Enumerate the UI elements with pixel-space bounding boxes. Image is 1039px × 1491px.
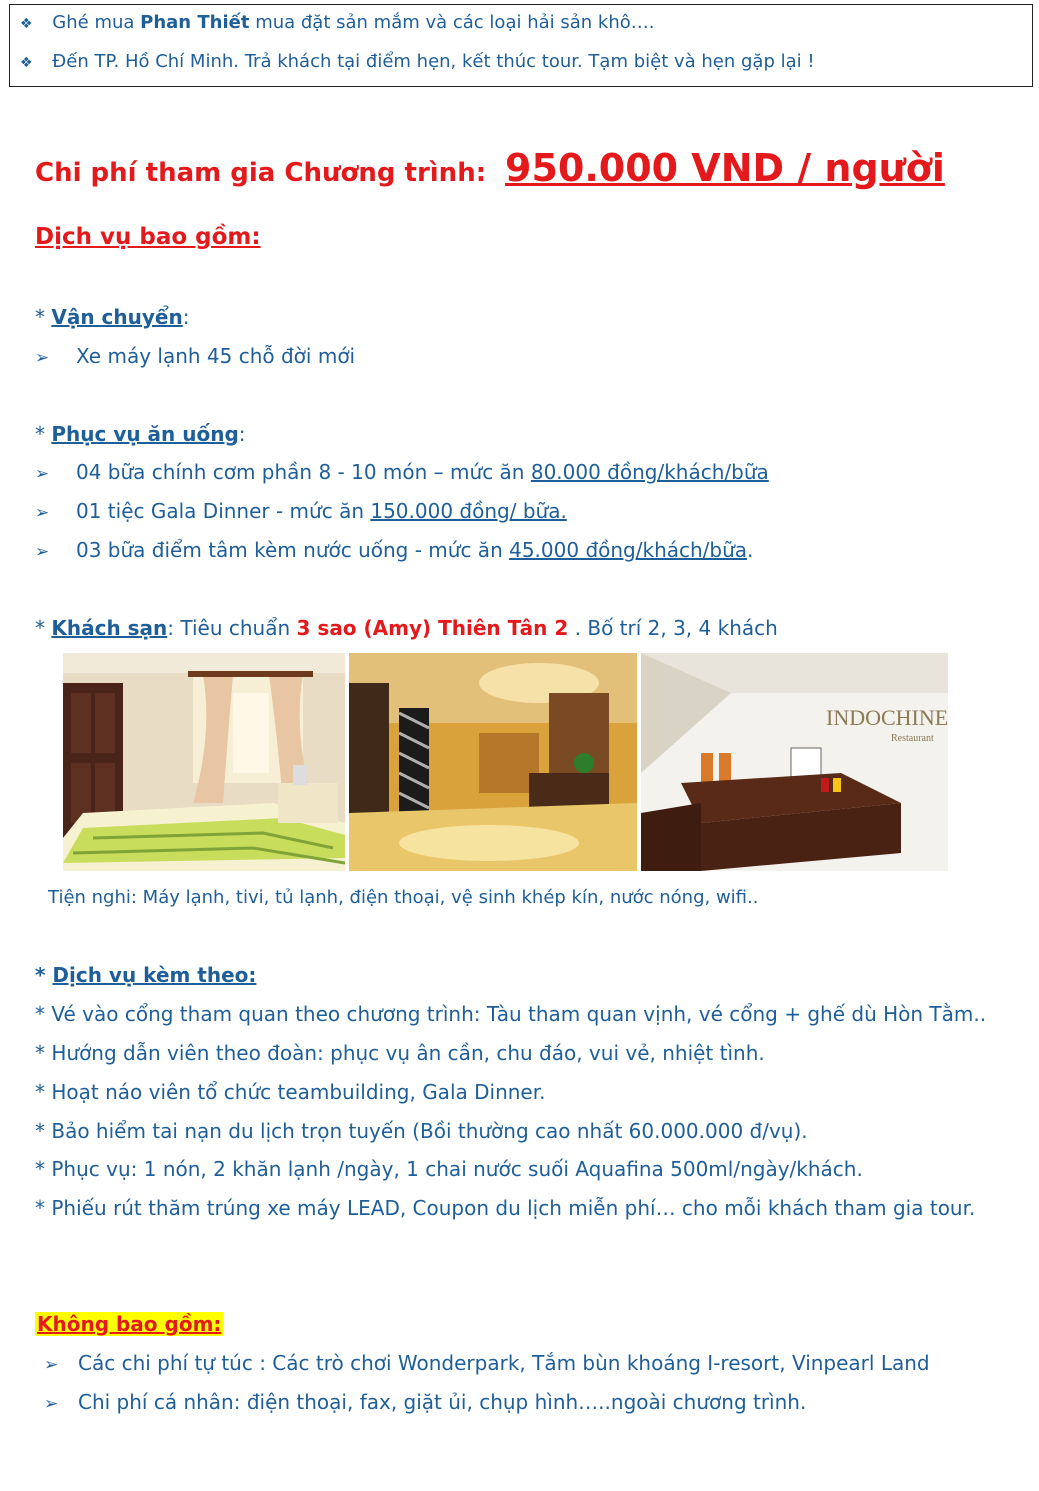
list-item: ➢ 03 bữa điểm tâm kèm nước uống - mức ăn 45.000 đồng/khách/bữa. (35, 538, 754, 562)
list-item: * Hoạt náo viên tổ chức teambuilding, Gala Dinner. (35, 1080, 546, 1104)
hotel-heading: * Khách sạn: Tiêu chuẩn 3 sao (Amy) Thiên Tân 2 . Bố trí 2, 3, 4 khách (35, 616, 778, 640)
arrow-bullet-icon: ➢ (35, 464, 50, 484)
arrow-bullet-icon: ➢ (44, 1394, 59, 1414)
diamond-bullet-icon: ❖ (20, 16, 33, 32)
list-item: ➢ Chi phí cá nhân: điện thoại, fax, giặt ủi, chụp hình…..ngoài chương trình. (44, 1390, 807, 1414)
list-item: * Hướng dẫn viên theo đoàn: phục vụ ân cần, chu đáo, vui vẻ, nhiệt tình. (35, 1041, 765, 1065)
meals-heading: * Phục vụ ăn uống: (35, 422, 246, 446)
arrow-bullet-icon: ➢ (35, 348, 50, 368)
arrow-bullet-icon: ➢ (35, 542, 50, 562)
transport-heading: * Vận chuyển: (35, 305, 190, 329)
price-value: 950.000 VND / người (505, 146, 945, 190)
hotel-bedroom-photo (63, 653, 345, 871)
list-item: ➢ Xe máy lạnh 45 chỗ đời mới (35, 344, 356, 368)
itinerary-item: ❖ Đến TP. Hồ Chí Minh. Trả khách tại điểm hẹn, kết thúc tour. Tạm biệt và hẹn gặp lại ! (20, 51, 815, 72)
list-item: ➢ 04 bữa chính cơm phần 8 - 10 món – mức ăn 80.000 đồng/khách/bữa (35, 460, 769, 484)
arrow-bullet-icon: ➢ (44, 1355, 59, 1375)
extras-heading: * Dịch vụ kèm theo: (35, 963, 257, 987)
list-item: ➢ 01 tiệc Gala Dinner - mức ăn 150.000 đồng/ bữa. (35, 499, 567, 523)
list-item: * Phục vụ: 1 nón, 2 khăn lạnh /ngày, 1 chai nước suối Aquafina 500ml/ngày/khách. (35, 1157, 863, 1181)
itinerary-box (9, 4, 1033, 87)
arrow-bullet-icon: ➢ (35, 503, 50, 523)
price-label: Chi phí tham gia Chương trình: (35, 158, 487, 188)
restaurant-sign-text: INDOCHINE (826, 705, 948, 730)
excludes-heading: Không bao gồm: (37, 1312, 222, 1336)
diamond-bullet-icon: ❖ (20, 55, 33, 71)
restaurant-sign-subtext: Restaurant (891, 733, 934, 744)
itinerary-item: ❖ Ghé mua Phan Thiết mua đặt sản mắm và các loại hải sản khô…. (20, 12, 655, 33)
list-item: * Phiếu rút thăm trúng xe máy LEAD, Coupon du lịch miễn phí… cho mỗi khách tham gia tour. (35, 1196, 976, 1220)
hotel-amenities: Tiện nghi: Máy lạnh, tivi, tủ lạnh, điện thoại, vệ sinh khép kín, nước nóng, wifi.. (48, 887, 759, 908)
list-item: ➢ Các chi phí tự túc : Các trò chơi Wonderpark, Tắm bùn khoáng I-resort, Vinpearl Land (44, 1351, 930, 1375)
list-item: * Vé vào cổng tham quan theo chương trình: Tàu tham quan vịnh, vé cổng + ghế dù Hòn Tằm.. (35, 1002, 987, 1026)
hotel-restaurant-photo (641, 653, 948, 871)
list-item: * Bảo hiểm tai nạn du lịch trọn tuyến (Bồi thường cao nhất 60.000.000 đ/vụ). (35, 1119, 808, 1143)
includes-heading: Dịch vụ bao gồm: (35, 224, 261, 250)
hotel-lobby-photo (349, 653, 637, 871)
